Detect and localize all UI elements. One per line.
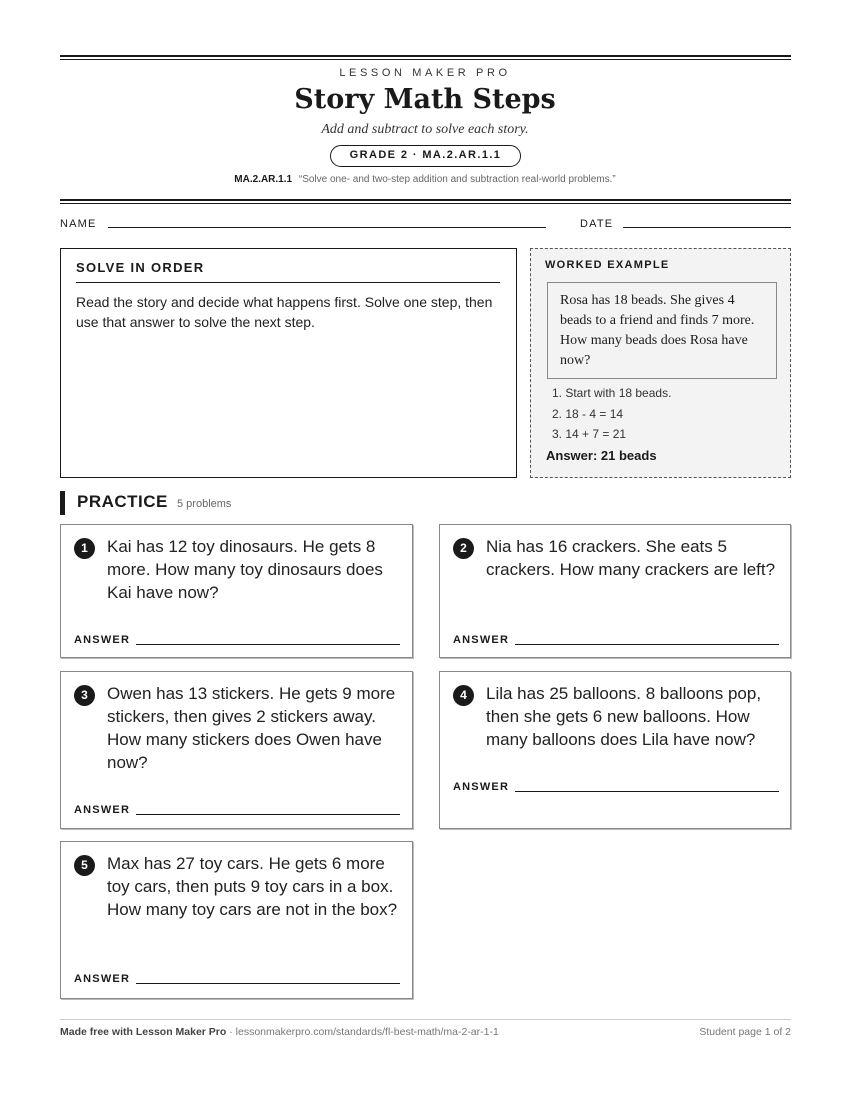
name-field[interactable] [108, 227, 546, 228]
footer-made-with: Made free with Lesson Maker Pro [60, 1026, 227, 1038]
answer-label: ANSWER [74, 973, 131, 985]
answer-label: ANSWER [453, 634, 510, 646]
footer-divider [60, 1019, 791, 1020]
standard-text: “Solve one- and two-step addition and subtraction real-world problems.” [298, 174, 616, 185]
problem-card-4 [439, 671, 791, 829]
worked-example-heading: WORKED EXAMPLE [545, 259, 670, 271]
problem-text: Kai has 12 toy dinosaurs. He gets 8 more. How many toy dinosaurs does Kai have now? [107, 537, 383, 602]
date-label: DATE [580, 218, 614, 230]
worked-step: 1. Start with 18 beads. [552, 386, 672, 400]
instructions-heading: SOLVE IN ORDER [76, 260, 500, 283]
problem-number-badge: 3 [74, 685, 95, 706]
name-label: NAME [60, 218, 97, 230]
instructions-text: Read the story and decide what happens first. Solve one step, then use that answer to solve the next step. [76, 294, 493, 330]
problem-text: Lila has 25 balloons. 8 balloons pop, then she gets 6 new balloons. How many balloons does Lila have now? [486, 684, 762, 749]
brand-name: LESSON MAKER PRO [339, 67, 511, 79]
problem-text: Nia has 16 crackers. She eats 5 crackers. How many crackers are left? [486, 537, 776, 579]
problem-number-badge: 5 [74, 855, 95, 876]
problem-number-badge: 2 [453, 538, 474, 559]
worked-step: 3. 14 + 7 = 21 [552, 427, 627, 441]
footer-credit [60, 1026, 499, 1038]
page-subtitle: Add and subtract to solve each story. [321, 122, 529, 137]
standard-code: MA.2.AR.1.1 [234, 174, 293, 185]
problem-card-1 [60, 524, 413, 658]
answer-label: ANSWER [74, 634, 131, 646]
grade-badge: GRADE 2 · MA.2.AR.1.1 [330, 145, 521, 167]
practice-accent-bar [60, 491, 65, 515]
problem-card-5 [60, 841, 413, 999]
answer-field[interactable] [136, 983, 400, 984]
header-top-rule [60, 55, 791, 60]
worked-example-answer: Answer: 21 beads [546, 448, 657, 463]
answer-label: ANSWER [74, 804, 131, 816]
problem-card-3 [60, 671, 413, 829]
answer-field[interactable] [136, 814, 400, 815]
problem-text: Owen has 13 stickers. He gets 9 more stickers, then gives 2 stickers away. How many stickers does Owen have now? [107, 684, 396, 772]
problem-text: Max has 27 toy cars. He gets 6 more toy cars, then puts 9 toy cars in a box. How many toy cars are not in the box? [107, 854, 398, 919]
footer-url-link[interactable]: · lessonmakerpro.com/standards/fl-best-math/ma-2-ar-1-1 [226, 1026, 499, 1038]
answer-field[interactable] [515, 644, 779, 645]
problem-card-2 [439, 524, 791, 658]
worked-step: 2. 18 - 4 = 14 [552, 406, 624, 421]
worked-example-story: Rosa has 18 beads. She gives 4 beads to a friend and finds 7 more. How many beads does Rosa have now? [547, 282, 777, 379]
date-field[interactable] [623, 227, 791, 228]
header-bottom-rule [60, 199, 791, 204]
worked-example-box [530, 248, 791, 478]
standard-description [0, 174, 850, 185]
answer-label: ANSWER [453, 781, 510, 793]
page-title: Story Math Steps [294, 84, 556, 115]
worked-example-steps [552, 383, 671, 445]
instructions-box [60, 248, 517, 478]
practice-count: 5 problems [177, 498, 232, 510]
problem-number-badge: 1 [74, 538, 95, 559]
answer-field[interactable] [515, 791, 779, 792]
page-indicator: Student page 1 of 2 [699, 1026, 791, 1038]
practice-title: PRACTICE [77, 492, 168, 511]
answer-field[interactable] [136, 644, 400, 645]
problem-number-badge: 4 [453, 685, 474, 706]
